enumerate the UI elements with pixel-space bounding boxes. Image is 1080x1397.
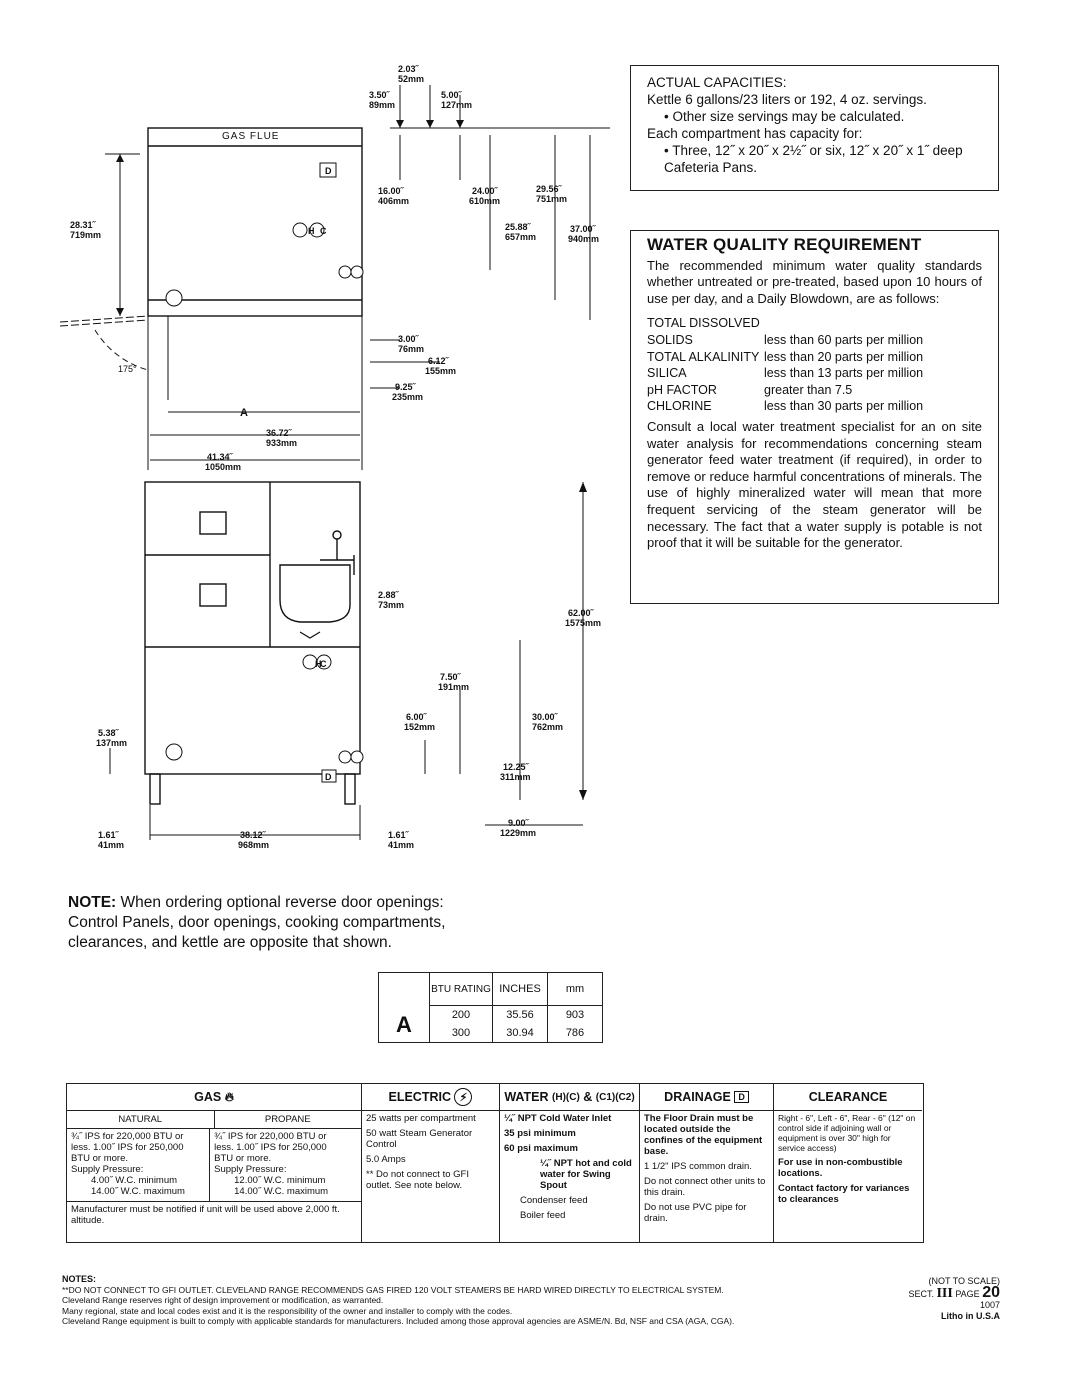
svg-text:C: C — [320, 659, 327, 669]
wq-row: CHLORINE less than 30 parts per million — [647, 399, 924, 414]
btu-header-rating: BTU RATING — [430, 973, 493, 1006]
altitude-notice: Manufacturer must be notified if unit will be used above 2,000 ft. altitude. — [71, 1204, 340, 1226]
dim-24.00: 24.00˝ — [472, 186, 498, 196]
water-quality-intro: The recommended minimum water quality standards whether untreated or pre-treated, based upon 10 hours of use per day, and a Daily Blowdown, are as follows: — [647, 257, 982, 306]
water-quality-title: WATER QUALITY REQUIREMENT — [647, 235, 922, 254]
dim-62.00: 62.00˝ — [568, 608, 594, 618]
water-quality-box — [630, 230, 999, 604]
dim-29.56: 29.56˝ — [536, 184, 562, 194]
installation-drawing — [0, 0, 620, 880]
dim-940mm: 940mm — [568, 234, 600, 244]
top-view-cabinet — [148, 128, 362, 316]
wq-row: SILICA less than 13 parts per million — [647, 366, 924, 381]
wq-row: TOTAL ALKALINITY less than 20 parts per million — [647, 349, 924, 364]
section-roman: III — [936, 1286, 953, 1301]
dim-751mm: 751mm — [536, 194, 568, 204]
btu-cell: 903 — [565, 1009, 585, 1021]
capacities-each: Each compartment has capacity for: — [647, 126, 863, 141]
btu-cell: 300 — [430, 1024, 493, 1043]
capacities-box — [630, 65, 999, 191]
drainage-column: DRAINAGE D The Floor Drain must be located outside the confines of the equipment base. 1 1/2" IPS common drain. Do not connect other units to this drain. Do not use PVC pipe for drain. — [640, 1084, 774, 1242]
dim-28.31: 28.31˝ — [70, 220, 96, 230]
wq-row: SOLIDS less than 60 parts per million — [647, 332, 924, 347]
btu-cell: 200 — [430, 1006, 493, 1025]
dim-41mm-right: 41mm — [388, 840, 415, 850]
electric-column: ELECTRIC ⚡︎ 25 watts per compartment 50 watt Steam Generator Control 5.0 Amps ** Do not connect to GFI outlet. See note below. — [362, 1084, 500, 1242]
dim-36.72: 36.72˝ — [266, 428, 292, 438]
dim-7.50: 7.50˝ — [440, 672, 461, 682]
gas-flue-label: GAS FLUE — [222, 131, 280, 142]
dim-6.12: 6.12˝ — [428, 356, 449, 366]
dim-2.88: 2.88˝ — [378, 590, 399, 600]
svg-text:C: C — [320, 226, 327, 236]
btu-table — [378, 972, 603, 1043]
dim-5.38: 5.38˝ — [98, 728, 119, 738]
water-column: WATER (H)(C) & (C1)(C2) ¼˝ NPT Cold Water Inlet 35 psi minimum 60 psi maximum ¼˝ NPT hot and cold water for Swing Spout Condenser feed Boiler feed — [500, 1084, 640, 1242]
dim-41mm-left: 41mm — [98, 840, 125, 850]
water-quality-consult: Consult a local water treatment specialist for an on site water analysis for recommendations concerning steam generator feed water treatment (if required), in order to remove or reduce harmful concentrations of minerals. The use of highly mineralized water will mean that more frequent servicing of the steam generator will be necessary. The fact that a water supply is potable is not proof that it will be suitable for the generator. — [647, 418, 982, 551]
dim-3.00: 3.00˝ — [398, 334, 419, 344]
dim-30.00: 30.00˝ — [532, 712, 558, 722]
dim-6.00: 6.00˝ — [406, 712, 427, 722]
natural-label: NATURAL — [67, 1111, 215, 1128]
capacities-other: • Other size servings may be calculated. — [664, 109, 905, 124]
svg-text:H: H — [308, 226, 315, 236]
dim-1575mm: 1575mm — [565, 618, 602, 628]
dim-89mm: 89mm — [369, 100, 396, 110]
capacities-title: ACTUAL CAPACITIES: — [647, 75, 787, 90]
dim-762mm: 762mm — [532, 722, 564, 732]
btu-header-mm: mm — [548, 973, 603, 1006]
dim-311mm: 311mm — [500, 772, 531, 782]
dim-719mm: 719mm — [70, 230, 102, 240]
btu-header-inches: INCHES — [493, 973, 548, 1006]
clearance-column: CLEARANCE Right - 6", Left - 6", Rear - 6" (12" on control side if adjoining wall or equipment is over 30" high for service access) For use in non-combustible locations. Contact factory for variances to clearances — [774, 1084, 922, 1242]
dim-191mm: 191mm — [438, 682, 470, 692]
dim-9.25: 9.25˝ — [395, 382, 416, 392]
page-footer: (NOT TO SCALE) SECT. III PAGE 20 1007 Litho in U.S.A — [908, 1276, 1000, 1321]
dim-3.50: 3.50˝ — [369, 90, 390, 100]
front-view-cabinet — [145, 482, 360, 774]
dim-152mm: 152mm — [404, 722, 436, 732]
note-text: When ordering optional reverse door openings: Control Panels, door openings, cooking compartments, clearances, and kettle are opposite that shown. — [68, 894, 446, 951]
gas-column — [67, 1084, 362, 1242]
angle-label: 175° — [118, 364, 137, 374]
dim-610mm: 610mm — [469, 196, 501, 206]
note-label: NOTE: — [68, 894, 117, 911]
page-number: 20 — [982, 1284, 1000, 1301]
dim-76mm: 76mm — [398, 344, 425, 354]
capacities-kettle: Kettle 6 gallons/23 liters or 192, 4 oz. servings. — [647, 92, 927, 107]
dim-9.00: 9.00˝ — [508, 818, 529, 828]
dim-1.61-right: 1.61˝ — [388, 830, 409, 840]
wq-row: TOTAL DISSOLVED — [647, 316, 760, 331]
footer-notes: NOTES: **DO NOT CONNECT TO GFI OUTLET. CLEVELAND RANGE RECOMMENDS GAS FIRED 120 VOLT STEAMERS BE HARD WIRED DIRECTLY TO ELECTRICAL SYSTEM. Cleveland Range reserves right of design improvement or modification, as warranted. Many regional, state and local codes exist and it is the responsibility of the owner and installer to comply with the codes. Cleveland Range equipment is built to comply with applicable standards for manufacturers. Included among those approval agencies are ASME/N. Bd, NSF and CSA (AGA, CGA). — [62, 1274, 735, 1326]
dim-1.61-left: 1.61˝ — [98, 830, 119, 840]
drain-icon: D — [734, 1091, 749, 1103]
btu-cell: 35.56 — [493, 1006, 548, 1025]
capacities-pans: • Three, 12˝ x 20˝ x 2½˝ or six, 12˝ x 20˝ x 1˝ deep Cafeteria Pans. — [664, 143, 963, 175]
dim-2.03: 2.03˝ — [398, 64, 419, 74]
dim-38.12: 38.12˝ — [240, 830, 266, 840]
dim-73mm: 73mm — [378, 600, 405, 610]
water-c1c2-icon: (C1)(C2) — [595, 1091, 635, 1103]
flame-icon: 🔥︎ — [224, 1089, 234, 1104]
dim-1050mm: 1050mm — [205, 462, 242, 472]
dim-933mm: 933mm — [266, 438, 298, 448]
electric-symbol — [166, 290, 182, 306]
btu-letter: A — [379, 973, 430, 1043]
wq-row: pH FACTOR greater than 7.5 — [647, 382, 853, 397]
dim-137mm: 137mm — [96, 738, 128, 748]
dim-235mm: 235mm — [392, 392, 424, 402]
water-hc-icon: (H)(C) — [552, 1091, 580, 1103]
dim-5.00: 5.00˝ — [441, 90, 462, 100]
svg-text:H: H — [315, 659, 322, 669]
dim-127mm: 127mm — [441, 100, 473, 110]
dim-41.34: 41.34˝ — [207, 452, 233, 462]
dim-52mm: 52mm — [398, 74, 425, 84]
svg-text:D: D — [325, 772, 332, 782]
dim-37.00: 37.00˝ — [570, 224, 596, 234]
dim-12.25: 12.25˝ — [503, 762, 529, 772]
propane-specs: ¾˝ IPS for 220,000 BTU or less. 1.00˝ IPS for 250,000 BTU or more. Supply Pressure: 12.00˝ W.C. minimum 14.00˝ W.C. maximum — [214, 1131, 329, 1197]
reverse-door-note — [68, 893, 488, 953]
svg-text:D: D — [325, 166, 332, 176]
propane-label: PROPANE — [264, 1114, 311, 1125]
dim-25.88: 25.88˝ — [505, 222, 531, 232]
dim-657mm: 657mm — [505, 232, 537, 242]
marker-a: A — [240, 407, 248, 419]
dim-1229mm: 1229mm — [500, 828, 537, 838]
gas-header: GAS 🔥︎ — [67, 1084, 361, 1111]
lightning-icon: ⚡︎ — [454, 1088, 472, 1106]
btu-cell: 30.94 — [493, 1024, 548, 1043]
dim-155mm: 155mm — [425, 366, 457, 376]
dim-968mm: 968mm — [238, 840, 270, 850]
btu-cell: 786 — [565, 1027, 585, 1039]
dim-406mm: 406mm — [378, 196, 410, 206]
dim-16.00: 16.00˝ — [378, 186, 404, 196]
utility-spec-table — [66, 1083, 924, 1243]
natural-specs: ¾˝ IPS for 220,000 BTU or less. 1.00˝ IPS for 250,000 BTU or more. Supply Pressure: 4.00˝ W.C. minimum 14.00˝ W.C. maximum — [67, 1129, 210, 1201]
